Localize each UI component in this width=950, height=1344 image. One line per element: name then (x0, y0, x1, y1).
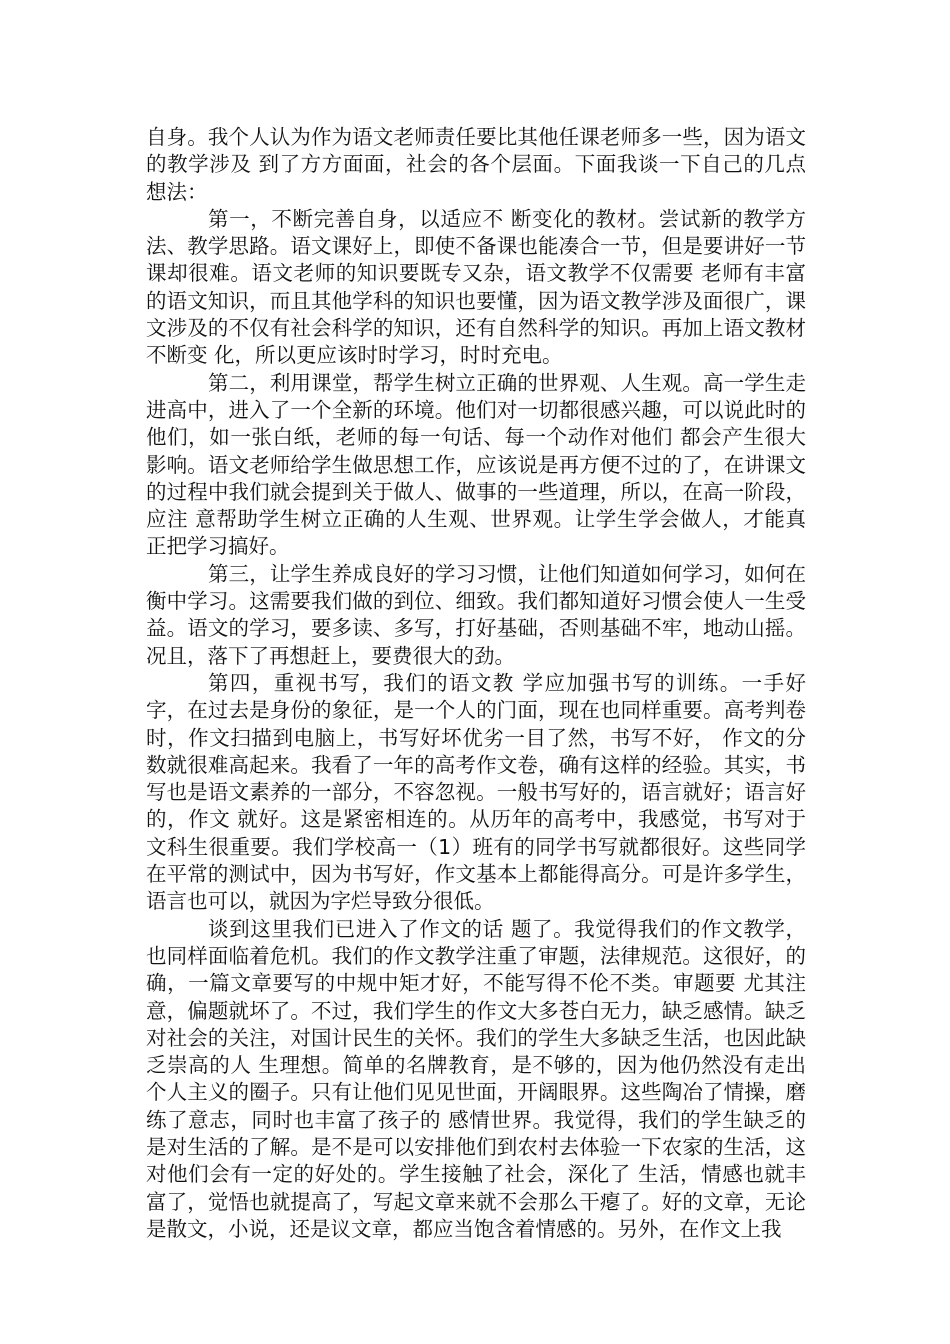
paragraph-intro: 自身。我个人认为作为语文老师责任要比其他任课老师多一些，因为语文的教学涉及 到了方方面面，社会的各个层面。下面我谈一下自己的几点想法： (146, 125, 806, 204)
paragraph-point-four: 第四，重视书写，我们的语文教 学应加强书写的训练。一手好字，在过去是身份的象征，是一个人的门面，现在也同样重要。高考判卷时，作文扫描到电脑上，书写好坏优劣一目了然，书写不好， 作文的分数就很难高起来。我看了一年的高考作文卷，确有这样的经验。其实，书写也是语文素养的一部分，不容忽视。一般书写好的，语言就好；语言好的，作文 就好。这是紧密相连的。从历年的高考中，我感觉，书写对于文科生很重要。我们学校高一（1）班有的同学书写就都很好。这些同学在平常的测试中，因为书写好，作文基本上都能得高分。可是许多学生，语言也可以，就因为字烂导致分很低。 (146, 670, 806, 914)
paragraph-point-three: 第三，让学生养成良好的学习习惯，让他们知道如何学习，如何在衡中学习。这需要我们做的到位、细致。我们都知道好习惯会使人一生受益。语文的学习，要多读、多写，打好基础，否则基础不牢，地动山摇。况且，落下了再想赶上，要费很大的劲。 (146, 561, 806, 668)
paragraph-composition: 谈到这里我们已进入了作文的话 题了。我觉得我们的作文教学，也同样面临着危机。我们的作文教学注重了审题，法律规范。这很好，的确，一篇文章要写的中规中矩才好，不能写得不伦不类。审题要 尤其注意，偏题就坏了。不过，我们学生的作文大多苍白无力，缺乏感情。缺乏对社会的关注，对国计民生的关怀。我们的学生大多缺乏生活，也因此缺乏崇高的人 生理想。简单的名牌教育，是不够的，因为他仍然没有走出个人主义的圈子。只有让他们见见世面，开阔眼界。这些陶冶了情操，磨练了意志，同时也丰富了孩子的 感情世界。我觉得，我们的学生缺乏的是对生活的了解。是不是可以安排他们到农村去体验一下农家的生活，这对他们会有一定的好处的。学生接触了社会，深化了 生活，情感也就丰富了，觉悟也就提高了，写起文章来就不会那么干瘪了。好的文章，无论是散文，小说，还是议文章，都应当饱含着情感的。另外，在作文上我 (146, 916, 806, 1241)
paragraph-point-one: 第一，不断完善自身，以适应不 断变化的教材。尝试新的教学方法、教学思路。语文课好上，即使不备课也能凑合一节，但是要讲好一节课却很难。语文老师的知识要既专又杂，语文教学不仅需要 老师有丰富的语文知识，而且其他学科的知识也要懂，因为语文教学涉及面很广，课文涉及的不仅有社会科学的知识，还有自然科学的知识。再加上语文教材不断变 化，所以更应该时时学习，时时充电。 (146, 206, 806, 368)
paragraph-point-two: 第二，利用课堂，帮学生树立正确的世界观、人生观。高一学生走进高中，进入了一个全新的环境。他们对一切都很感兴趣，可以说此时的他们，如一张白纸，老师的每一句话、每一个动作对他们 都会产生很大影响。语文老师给学生做思想工作，应该说是再方便不过的了，在讲课文的过程中我们就会提到关于做人、做事的一些道理，所以，在高一阶段，应注 意帮助学生树立正确的人生观、世界观。让学生学会做人，才能真正把学习搞好。 (146, 370, 806, 559)
body-text (146, 124, 806, 1243)
